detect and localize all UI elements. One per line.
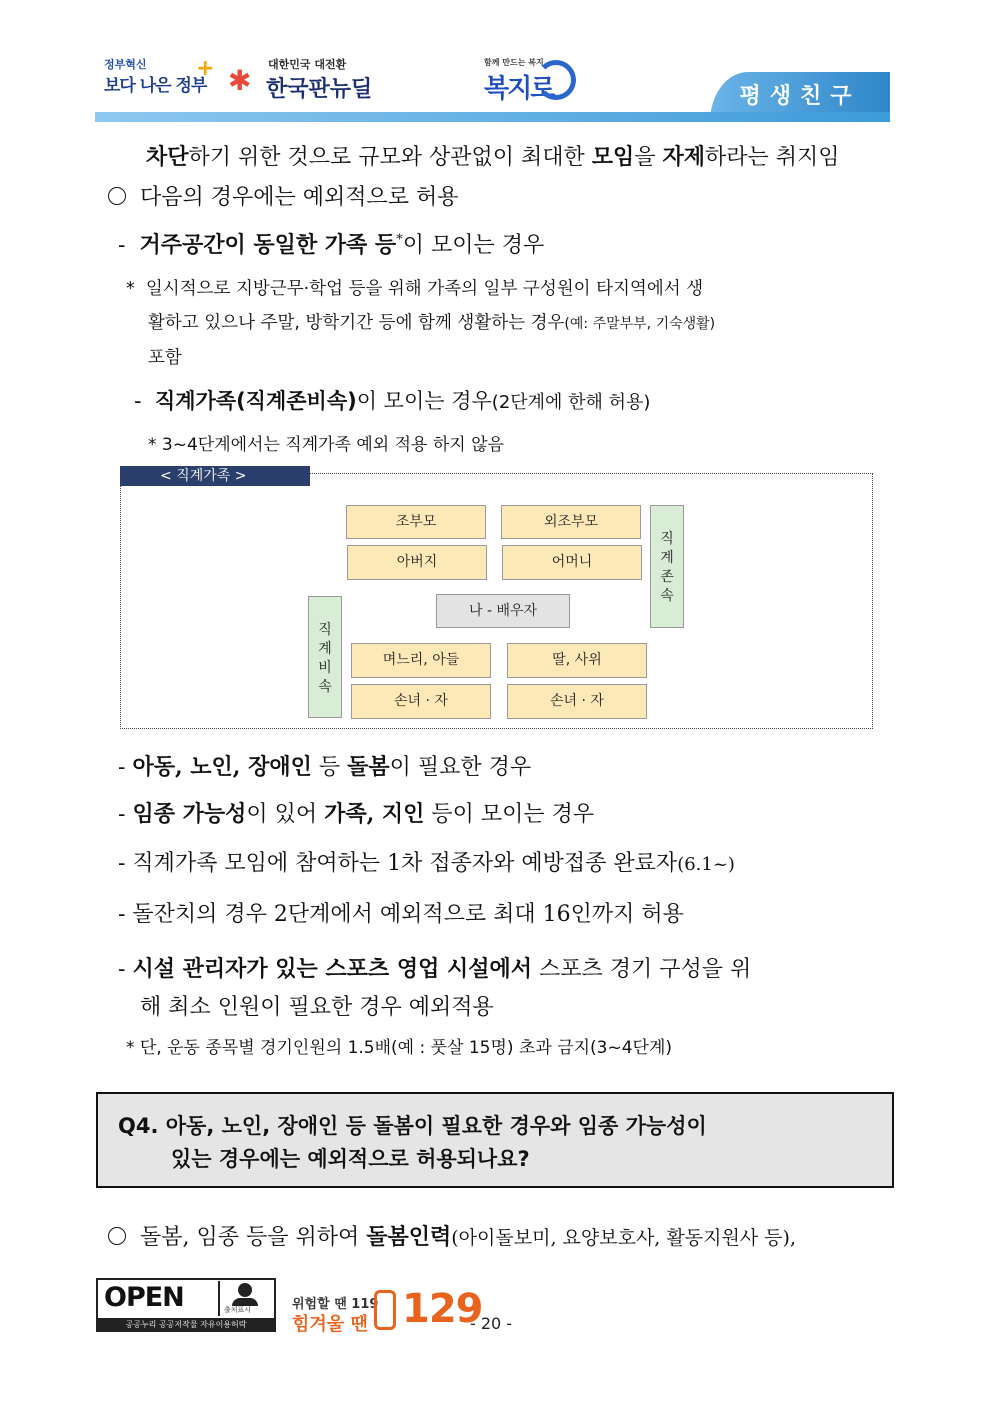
box-daughter: 딸, 사위 (507, 643, 647, 678)
circle-bullet-icon (108, 187, 126, 205)
bokjiro-logo: 함께 만드는 복지 복지로 (484, 56, 584, 106)
answer-line: 돌봄, 임종 등을 위하여 돌봄인력(아이돌보미, 요양보호사, 활동지원사 등), (108, 1220, 796, 1251)
swirl-icon (536, 60, 576, 100)
box-grandparents: 조부모 (346, 505, 486, 539)
open-logo: OPEN (104, 1282, 184, 1313)
paragraph-line2: 다음의 경우에는 예외적으로 허용 (108, 180, 459, 211)
question-box (96, 1092, 894, 1188)
header-band (95, 112, 890, 122)
note-stage: * 3~4단계에서는 직계가족 예외 적용 하지 않음 (148, 435, 504, 455)
person-icon: 출처표시 (218, 1281, 270, 1316)
circle-bullet-icon (108, 1227, 126, 1245)
paragraph-line1: 차단하기 위한 것으로 규모와 상관없이 최대한 모임을 자제하라는 취지임 (146, 144, 840, 170)
header (0, 0, 992, 125)
page-number: - 20 - (470, 1314, 513, 1333)
list-item-vaccinated: - 직계가족 모임에 참여하는 1차 접종자와 예방접종 완료자(6.1~) (118, 851, 735, 876)
header-tab-title: 평생친구 (710, 72, 890, 122)
box-grandchild-1: 손녀 · 자 (351, 684, 491, 719)
hotline-big: 힘겨울 땐 (292, 1314, 368, 1335)
box-father: 아버지 (347, 545, 487, 580)
box-maternal-grandparents: 외조부모 (501, 505, 641, 539)
box-descendant: 직 계 비 속 (308, 596, 342, 718)
open-license-caption: 공공누리 공공저작물 자유이용허락 (96, 1318, 276, 1332)
box-ascendant: 직 계 존 속 (650, 505, 684, 628)
plus-icon: + (196, 56, 215, 81)
note-temporary: * 일시적으로 지방근무·학업 등을 위해 가족의 일부 구성원이 타지역에서 생 활하고 있으나 주말, 방학기간 등에 함께 생활하는 경우(예: 주말부부, 기숙생활) 포함 (126, 279, 716, 368)
question-line2: 있는 경우에는 예외적으로 허용되나요? (171, 1147, 530, 1171)
box-son: 며느리, 아들 (351, 643, 491, 678)
hotline-number: 129 (402, 1286, 483, 1332)
phone-icon (374, 1290, 396, 1330)
box-mother: 어머니 (502, 545, 642, 580)
box-self-spouse: 나 - 배우자 (436, 594, 570, 628)
list-item-sports: - 시설 관리자가 있는 스포츠 영업 시설에서 스포츠 경기 구성을 위 해 최소 인원이 필요한 경우 예외적용 (118, 956, 752, 1020)
list-item-direct-family: - 직계가족(직계존비속)이 모이는 경우(2단계에 한해 허용) (134, 389, 651, 413)
korean-new-deal-logo: ✱ 대한민국 대전환 한국판뉴딜 (228, 58, 373, 102)
list-item-care: - 아동, 노인, 장애인 등 돌봄이 필요한 경우 (118, 754, 532, 780)
sparkle-icon: ✱ (228, 64, 252, 97)
diagram-title: < 직계가족 > (120, 466, 310, 486)
list-item-deathbed: - 임종 가능성이 있어 가족, 지인 등이 모이는 경우 (118, 801, 595, 827)
box-grandchild-2: 손녀 · 자 (507, 684, 647, 719)
hotline-small: 위험할 땐 119 (292, 1297, 379, 1312)
note-sports: * 단, 운동 종목별 경기인원의 1.5배(예 : 풋살 15명) 초과 금지(3~4단계) (126, 1038, 673, 1058)
question-line1: Q4. 아동, 노인, 장애인 등 돌봄이 필요한 경우와 임종 가능성이 (118, 1114, 707, 1138)
government-innovation-logo: 정부혁신 보다 나은 정부 + (104, 56, 215, 96)
list-item-first-birthday: - 돌잔치의 경우 2단계에서 예외적으로 최대 16인까지 허용 (118, 902, 684, 927)
list-item-residence: - 거주공간이 동일한 가족 등*이 모이는 경우 (118, 232, 545, 258)
